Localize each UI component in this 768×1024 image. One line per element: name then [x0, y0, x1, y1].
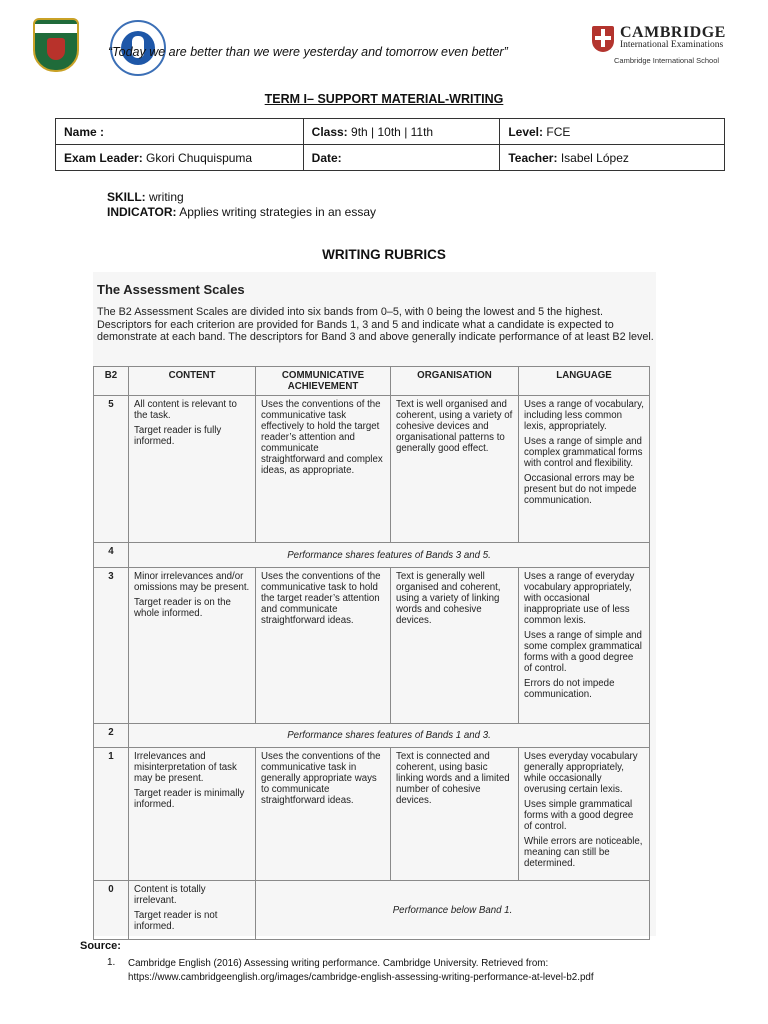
band-0-row: 0 Content is totally irrelevant. Target reader is not informed. Performance below Band 1.	[94, 881, 650, 940]
rubric-table	[93, 366, 650, 940]
band-4-row: 4 Performance shares features of Bands 3 and 5.	[94, 543, 650, 568]
cambridge-name: CAMBRIDGE	[620, 24, 726, 41]
date-cell: Date:	[303, 145, 500, 171]
cambridge-school: Cambridge International School	[614, 56, 720, 65]
teacher-cell: Teacher: Isabel López	[500, 145, 725, 171]
info-table	[55, 118, 725, 171]
cambridge-shield-icon	[592, 26, 614, 52]
reference-text: Cambridge English (2016) Assessing writing performance. Cambridge University. Retrieved from: https://www.cambridgeenglish.org/images/cambridge-english-assessing-writing-performance-at-level-b2.pdf	[128, 958, 594, 983]
rubric-title: WRITING RUBRICS	[322, 247, 446, 262]
reference-number: 1.	[107, 957, 116, 968]
scales-intro: The B2 Assessment Scales are divided into six bands from 0–5, with 0 being the lowest and 5 the highest. Descriptors for each criterion are provided for Bands 1, 3 and 5 and indicate what a candidate is expected to demonstrate at each band. The descriptors for Band 3 and above generally indicate performance of at least B2 level.	[97, 306, 654, 343]
rubric-header-row: B2 CONTENT COMMUNICATIVE ACHIEVEMENT ORGANISATION LANGUAGE	[94, 367, 650, 396]
name-cell: Name :	[56, 119, 304, 145]
cambridge-subtitle: International Examinations	[620, 40, 724, 50]
skill-block: SKILL: writing INDICATOR: Applies writing strategies in an essay	[107, 190, 376, 219]
band-1-row: 1 Irrelevances and misinterpretation of task may be present. Target reader is minimally informed. Uses the conventions of the communicative task in generally appropriate ways to communicate straightforward ideas. Text is connected and coherent, using basic linking words and a limited number of cohesive devices. Uses everyday vocabulary generally appropriately, while occasionally overusing certain lexis. Uses simple grammatical forms with a good degree of control. While errors are noticeable, meaning can still be determined.	[94, 748, 650, 881]
school-crest-logo	[33, 18, 79, 72]
class-cell: Class: 9th | 10th | 11th	[303, 119, 500, 145]
level-cell: Level: FCE	[500, 119, 725, 145]
band-3-row: 3 Minor irrelevances and/or omissions may be present. Target reader is on the whole informed. Uses the conventions of the communicative task to hold the target reader’s attention and communicate straightforward ideas. Text is generally well organised and coherent, using a variety of linking words and cohesive devices. Uses a range of everyday vocabulary appropriately, with occasional inappropriate use of less common lexis. Uses a range of simple and some complex grammatical forms with a good degree of control. Errors do not impede communication.	[94, 568, 650, 724]
exam-leader-cell: Exam Leader: Gkori Chuquispuma	[56, 145, 304, 171]
document-title: TERM I– SUPPORT MATERIAL-WRITING	[264, 92, 504, 106]
school-motto: “Today we are better than we were yesterday and tomorrow even better”	[108, 45, 508, 59]
band-2-row: 2 Performance shares features of Bands 1 and 3.	[94, 724, 650, 748]
assessment-scales-image	[93, 272, 656, 936]
scales-heading: The Assessment Scales	[97, 282, 245, 297]
source-label: Source:	[80, 940, 121, 952]
page-header	[0, 0, 768, 85]
band-5-row: 5 All content is relevant to the task. Target reader is fully informed. Uses the conventions of the communicative task effectively to hold the target reader’s attention and communicate straightforward and complex ideas, as appropriate. Text is well organised and coherent, using a variety of cohesive devices and organisational patterns to generally good effect. Uses a range of vocabulary, including less common lexis, appropriately. Uses a range of simple and complex grammatical forms with control and flexibility. Occasional errors may be present but do not impede communication.	[94, 396, 650, 543]
